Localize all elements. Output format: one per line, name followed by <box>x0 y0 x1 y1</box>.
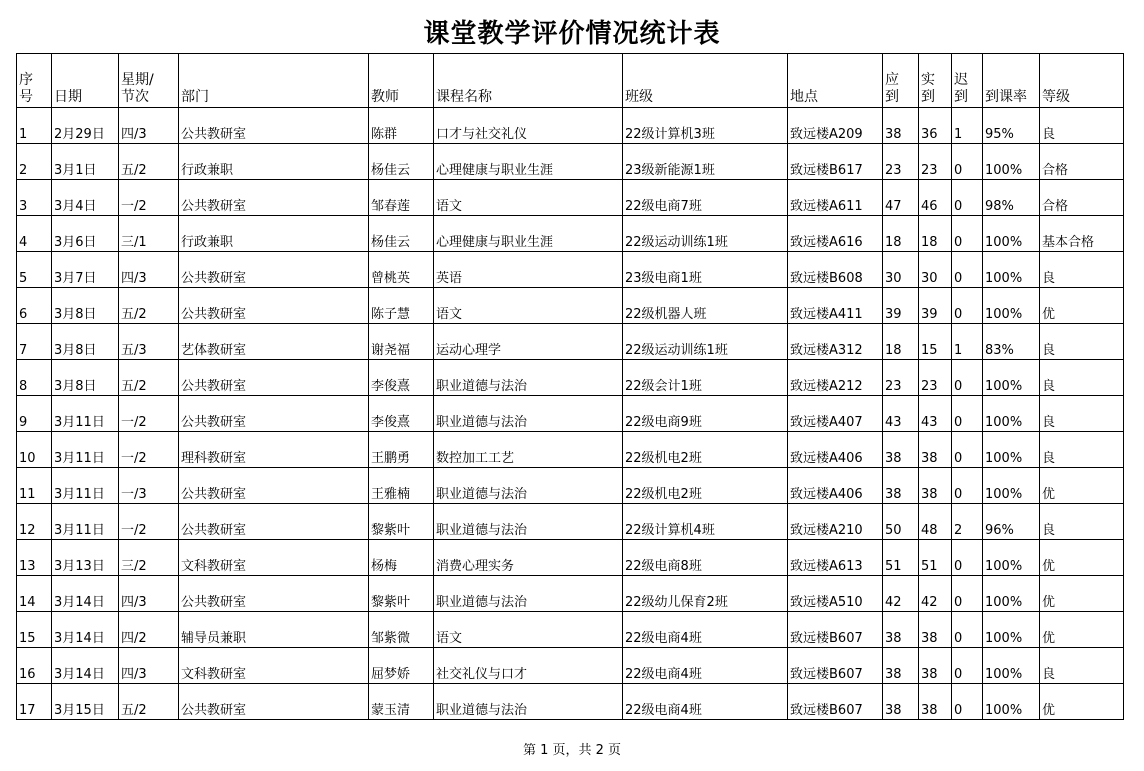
table-row <box>17 684 1124 720</box>
cell-expected: 39 <box>883 288 919 324</box>
cell-rate: 98% <box>983 180 1040 216</box>
cell-course: 社交礼仪与口才 <box>434 648 623 684</box>
cell-date: 3月14日 <box>52 576 119 612</box>
cell-location: 致远楼B607 <box>788 684 883 720</box>
cell-course: 英语 <box>434 252 623 288</box>
cell-date: 3月11日 <box>52 504 119 540</box>
cell-dept: 公共教研室 <box>179 252 369 288</box>
cell-late: 1 <box>952 324 983 360</box>
cell-actual: 48 <box>919 504 952 540</box>
cell-class: 22级机电2班 <box>623 432 788 468</box>
cell-teacher: 王鹏勇 <box>369 432 434 468</box>
cell-actual: 36 <box>919 108 952 144</box>
cell-actual: 15 <box>919 324 952 360</box>
cell-weekday: 四/3 <box>119 252 179 288</box>
cell-grade: 合格 <box>1040 144 1124 180</box>
cell-teacher: 陈群 <box>369 108 434 144</box>
cell-location: 致远楼A616 <box>788 216 883 252</box>
cell-date: 3月7日 <box>52 252 119 288</box>
header-teacher: 教师 <box>369 54 434 108</box>
cell-course: 数控加工工艺 <box>434 432 623 468</box>
cell-grade: 良 <box>1040 432 1124 468</box>
cell-late: 0 <box>952 576 983 612</box>
cell-grade: 合格 <box>1040 180 1124 216</box>
cell-expected: 18 <box>883 324 919 360</box>
table-row <box>17 468 1124 504</box>
cell-weekday: 一/2 <box>119 396 179 432</box>
cell-expected: 51 <box>883 540 919 576</box>
cell-date: 3月8日 <box>52 360 119 396</box>
cell-date: 3月11日 <box>52 396 119 432</box>
cell-course: 语文 <box>434 288 623 324</box>
cell-late: 0 <box>952 396 983 432</box>
cell-actual: 38 <box>919 468 952 504</box>
table-row <box>17 504 1124 540</box>
cell-seq: 2 <box>17 144 52 180</box>
cell-class: 23级新能源1班 <box>623 144 788 180</box>
cell-location: 致远楼A212 <box>788 360 883 396</box>
cell-class: 23级电商1班 <box>623 252 788 288</box>
header-late: 迟 到 <box>952 54 983 108</box>
cell-teacher: 王雅楠 <box>369 468 434 504</box>
cell-seq: 7 <box>17 324 52 360</box>
cell-class: 22级电商4班 <box>623 684 788 720</box>
cell-location: 致远楼A406 <box>788 432 883 468</box>
cell-weekday: 一/2 <box>119 504 179 540</box>
cell-actual: 42 <box>919 576 952 612</box>
cell-course: 职业道德与法治 <box>434 684 623 720</box>
cell-course: 职业道德与法治 <box>434 360 623 396</box>
cell-expected: 38 <box>883 432 919 468</box>
cell-location: 致远楼B608 <box>788 252 883 288</box>
cell-grade: 良 <box>1040 108 1124 144</box>
cell-date: 3月8日 <box>52 324 119 360</box>
cell-rate: 95% <box>983 108 1040 144</box>
cell-late: 0 <box>952 540 983 576</box>
cell-class: 22级计算机4班 <box>623 504 788 540</box>
cell-weekday: 四/3 <box>119 648 179 684</box>
cell-dept: 公共教研室 <box>179 684 369 720</box>
cell-dept: 公共教研室 <box>179 576 369 612</box>
cell-location: 致远楼A611 <box>788 180 883 216</box>
cell-grade: 良 <box>1040 396 1124 432</box>
cell-seq: 12 <box>17 504 52 540</box>
cell-expected: 38 <box>883 612 919 648</box>
table-row <box>17 576 1124 612</box>
table-row <box>17 144 1124 180</box>
cell-class: 22级电商8班 <box>623 540 788 576</box>
cell-location: 致远楼B607 <box>788 648 883 684</box>
cell-weekday: 一/3 <box>119 468 179 504</box>
cell-seq: 9 <box>17 396 52 432</box>
cell-actual: 46 <box>919 180 952 216</box>
cell-date: 3月8日 <box>52 288 119 324</box>
cell-rate: 100% <box>983 432 1040 468</box>
cell-grade: 基本合格 <box>1040 216 1124 252</box>
cell-class: 22级计算机3班 <box>623 108 788 144</box>
cell-late: 1 <box>952 108 983 144</box>
table-row <box>17 180 1124 216</box>
cell-expected: 38 <box>883 684 919 720</box>
cell-weekday: 五/2 <box>119 144 179 180</box>
cell-late: 0 <box>952 144 983 180</box>
cell-dept: 艺体教研室 <box>179 324 369 360</box>
cell-expected: 23 <box>883 144 919 180</box>
cell-date: 3月6日 <box>52 216 119 252</box>
cell-weekday: 一/2 <box>119 180 179 216</box>
cell-dept: 文科教研室 <box>179 648 369 684</box>
cell-late: 0 <box>952 432 983 468</box>
cell-expected: 38 <box>883 108 919 144</box>
cell-grade: 良 <box>1040 504 1124 540</box>
cell-date: 3月15日 <box>52 684 119 720</box>
cell-expected: 42 <box>883 576 919 612</box>
cell-weekday: 四/3 <box>119 108 179 144</box>
table-header-row <box>17 54 1124 108</box>
cell-location: 致远楼A613 <box>788 540 883 576</box>
cell-late: 0 <box>952 684 983 720</box>
cell-actual: 43 <box>919 396 952 432</box>
cell-course: 口才与社交礼仪 <box>434 108 623 144</box>
cell-late: 0 <box>952 216 983 252</box>
cell-late: 0 <box>952 648 983 684</box>
cell-grade: 优 <box>1040 288 1124 324</box>
cell-location: 致远楼A312 <box>788 324 883 360</box>
cell-rate: 100% <box>983 396 1040 432</box>
cell-late: 0 <box>952 360 983 396</box>
cell-teacher: 曾桃英 <box>369 252 434 288</box>
cell-grade: 良 <box>1040 252 1124 288</box>
cell-seq: 13 <box>17 540 52 576</box>
cell-class: 22级机电2班 <box>623 468 788 504</box>
cell-seq: 10 <box>17 432 52 468</box>
cell-weekday: 五/3 <box>119 324 179 360</box>
cell-dept: 行政兼职 <box>179 144 369 180</box>
cell-date: 2月29日 <box>52 108 119 144</box>
cell-rate: 83% <box>983 324 1040 360</box>
cell-expected: 50 <box>883 504 919 540</box>
page-title: 课堂教学评价情况统计表 <box>423 19 721 49</box>
cell-class: 22级电商9班 <box>623 396 788 432</box>
cell-expected: 30 <box>883 252 919 288</box>
cell-seq: 14 <box>17 576 52 612</box>
cell-course: 心理健康与职业生涯 <box>434 216 623 252</box>
header-class: 班级 <box>623 54 788 108</box>
cell-location: 致远楼B617 <box>788 144 883 180</box>
cell-dept: 公共教研室 <box>179 396 369 432</box>
table-row <box>17 108 1124 144</box>
table-row <box>17 396 1124 432</box>
cell-teacher: 陈子慧 <box>369 288 434 324</box>
table-row <box>17 216 1124 252</box>
cell-class: 22级运动训练1班 <box>623 324 788 360</box>
cell-dept: 行政兼职 <box>179 216 369 252</box>
header-course: 课程名称 <box>434 54 623 108</box>
cell-actual: 18 <box>919 216 952 252</box>
header-location: 地点 <box>788 54 883 108</box>
cell-rate: 100% <box>983 144 1040 180</box>
table-row <box>17 648 1124 684</box>
evaluation-table <box>16 53 1124 720</box>
cell-location: 致远楼A210 <box>788 504 883 540</box>
cell-grade: 优 <box>1040 540 1124 576</box>
cell-dept: 公共教研室 <box>179 360 369 396</box>
cell-teacher: 谢尧福 <box>369 324 434 360</box>
cell-course: 心理健康与职业生涯 <box>434 144 623 180</box>
cell-course: 职业道德与法治 <box>434 576 623 612</box>
cell-expected: 38 <box>883 468 919 504</box>
cell-rate: 96% <box>983 504 1040 540</box>
cell-teacher: 杨佳云 <box>369 144 434 180</box>
cell-location: 致远楼A407 <box>788 396 883 432</box>
cell-dept: 公共教研室 <box>179 504 369 540</box>
header-date: 日期 <box>52 54 119 108</box>
cell-weekday: 四/3 <box>119 576 179 612</box>
cell-rate: 100% <box>983 288 1040 324</box>
cell-class: 22级机器人班 <box>623 288 788 324</box>
cell-weekday: 五/2 <box>119 288 179 324</box>
cell-rate: 100% <box>983 576 1040 612</box>
cell-actual: 23 <box>919 144 952 180</box>
cell-actual: 39 <box>919 288 952 324</box>
cell-dept: 公共教研室 <box>179 108 369 144</box>
cell-teacher: 杨佳云 <box>369 216 434 252</box>
header-dept: 部门 <box>179 54 369 108</box>
cell-grade: 优 <box>1040 468 1124 504</box>
cell-actual: 23 <box>919 360 952 396</box>
cell-rate: 100% <box>983 468 1040 504</box>
cell-rate: 100% <box>983 252 1040 288</box>
cell-weekday: 五/2 <box>119 360 179 396</box>
cell-class: 22级幼儿保育2班 <box>623 576 788 612</box>
cell-class: 22级电商4班 <box>623 612 788 648</box>
table-row <box>17 360 1124 396</box>
table-row <box>17 252 1124 288</box>
cell-seq: 6 <box>17 288 52 324</box>
cell-course: 消费心理实务 <box>434 540 623 576</box>
cell-expected: 47 <box>883 180 919 216</box>
header-grade: 等级 <box>1040 54 1124 108</box>
cell-date: 3月1日 <box>52 144 119 180</box>
cell-location: 致远楼B607 <box>788 612 883 648</box>
cell-rate: 100% <box>983 216 1040 252</box>
cell-late: 0 <box>952 288 983 324</box>
cell-course: 语文 <box>434 612 623 648</box>
cell-date: 3月13日 <box>52 540 119 576</box>
cell-late: 0 <box>952 180 983 216</box>
cell-grade: 优 <box>1040 612 1124 648</box>
cell-expected: 23 <box>883 360 919 396</box>
cell-grade: 良 <box>1040 648 1124 684</box>
cell-teacher: 邹春莲 <box>369 180 434 216</box>
cell-teacher: 黎紫叶 <box>369 576 434 612</box>
cell-class: 22级电商7班 <box>623 180 788 216</box>
cell-late: 0 <box>952 252 983 288</box>
cell-late: 0 <box>952 468 983 504</box>
cell-actual: 38 <box>919 432 952 468</box>
cell-seq: 16 <box>17 648 52 684</box>
cell-dept: 公共教研室 <box>179 468 369 504</box>
cell-rate: 100% <box>983 648 1040 684</box>
cell-rate: 100% <box>983 360 1040 396</box>
cell-grade: 优 <box>1040 576 1124 612</box>
cell-location: 致远楼A411 <box>788 288 883 324</box>
cell-weekday: 四/2 <box>119 612 179 648</box>
cell-late: 0 <box>952 612 983 648</box>
cell-actual: 38 <box>919 612 952 648</box>
cell-course: 职业道德与法治 <box>434 504 623 540</box>
cell-class: 22级运动训练1班 <box>623 216 788 252</box>
cell-weekday: 一/2 <box>119 432 179 468</box>
cell-course: 职业道德与法治 <box>434 468 623 504</box>
cell-actual: 38 <box>919 684 952 720</box>
cell-date: 3月11日 <box>52 468 119 504</box>
cell-course: 语文 <box>434 180 623 216</box>
cell-expected: 38 <box>883 648 919 684</box>
cell-teacher: 屈梦娇 <box>369 648 434 684</box>
cell-teacher: 杨梅 <box>369 540 434 576</box>
header-actual: 实 到 <box>919 54 952 108</box>
table-row <box>17 432 1124 468</box>
cell-date: 3月4日 <box>52 180 119 216</box>
table-row <box>17 612 1124 648</box>
cell-actual: 51 <box>919 540 952 576</box>
cell-teacher: 蒙玉清 <box>369 684 434 720</box>
cell-seq: 3 <box>17 180 52 216</box>
cell-seq: 1 <box>17 108 52 144</box>
cell-dept: 公共教研室 <box>179 180 369 216</box>
cell-date: 3月14日 <box>52 612 119 648</box>
cell-date: 3月11日 <box>52 432 119 468</box>
table-row <box>17 288 1124 324</box>
table-row <box>17 540 1124 576</box>
cell-course: 职业道德与法治 <box>434 396 623 432</box>
header-weekday: 星期/ 节次 <box>119 54 179 108</box>
cell-seq: 4 <box>17 216 52 252</box>
cell-late: 2 <box>952 504 983 540</box>
cell-dept: 辅导员兼职 <box>179 612 369 648</box>
cell-course: 运动心理学 <box>434 324 623 360</box>
cell-grade: 优 <box>1040 684 1124 720</box>
cell-actual: 38 <box>919 648 952 684</box>
cell-teacher: 黎紫叶 <box>369 504 434 540</box>
cell-weekday: 五/2 <box>119 684 179 720</box>
cell-seq: 8 <box>17 360 52 396</box>
cell-location: 致远楼A406 <box>788 468 883 504</box>
cell-location: 致远楼A209 <box>788 108 883 144</box>
cell-weekday: 三/2 <box>119 540 179 576</box>
cell-seq: 17 <box>17 684 52 720</box>
cell-seq: 5 <box>17 252 52 288</box>
cell-dept: 理科教研室 <box>179 432 369 468</box>
cell-location: 致远楼A510 <box>788 576 883 612</box>
cell-grade: 良 <box>1040 324 1124 360</box>
page-footer: 第 1 页，共 2 页 <box>522 743 622 758</box>
cell-grade: 良 <box>1040 360 1124 396</box>
cell-date: 3月14日 <box>52 648 119 684</box>
cell-dept: 公共教研室 <box>179 288 369 324</box>
cell-expected: 43 <box>883 396 919 432</box>
cell-class: 22级会计1班 <box>623 360 788 396</box>
header-seq: 序 号 <box>17 54 52 108</box>
cell-weekday: 三/1 <box>119 216 179 252</box>
cell-dept: 文科教研室 <box>179 540 369 576</box>
cell-seq: 15 <box>17 612 52 648</box>
cell-seq: 11 <box>17 468 52 504</box>
cell-rate: 100% <box>983 684 1040 720</box>
cell-teacher: 邹紫微 <box>369 612 434 648</box>
cell-rate: 100% <box>983 540 1040 576</box>
header-expected: 应 到 <box>883 54 919 108</box>
cell-class: 22级电商4班 <box>623 648 788 684</box>
header-rate: 到课率 <box>983 54 1040 108</box>
cell-expected: 18 <box>883 216 919 252</box>
table-row <box>17 324 1124 360</box>
cell-rate: 100% <box>983 612 1040 648</box>
cell-teacher: 李俊熹 <box>369 396 434 432</box>
cell-actual: 30 <box>919 252 952 288</box>
cell-teacher: 李俊熹 <box>369 360 434 396</box>
